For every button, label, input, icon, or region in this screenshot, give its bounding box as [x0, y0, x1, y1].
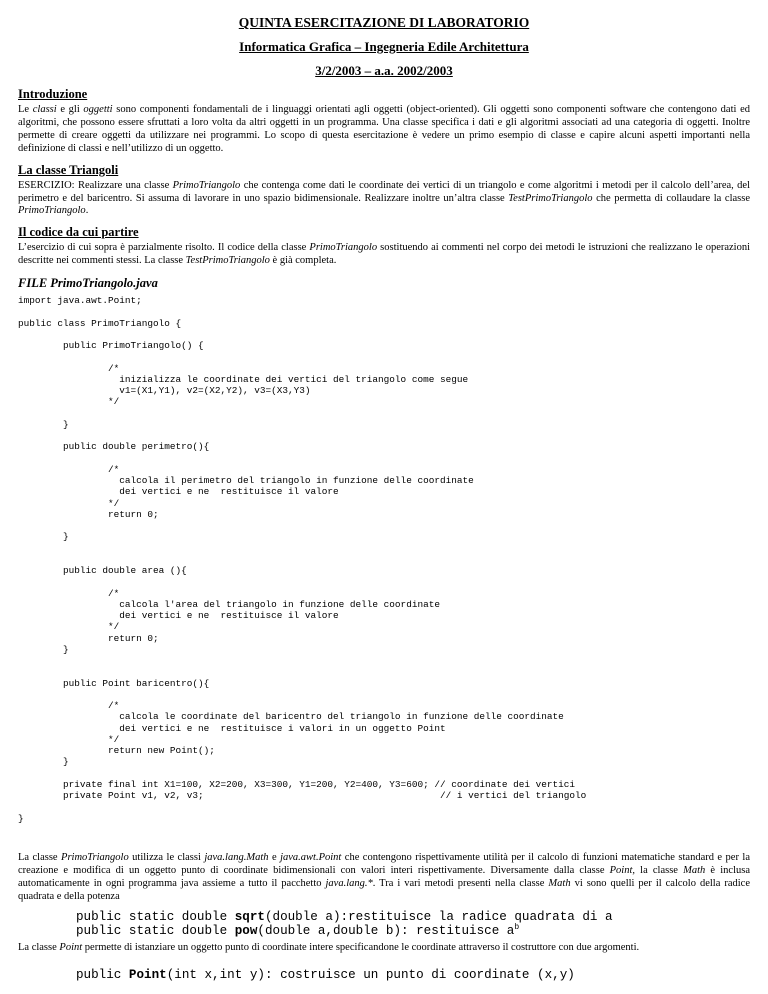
date-line: 3/2/2003 – a.a. 2002/2003 [315, 63, 453, 78]
text-run: e gli [56, 104, 84, 115]
intro-paragraph [18, 104, 750, 156]
text-run: ESERCIZIO: Realizzare una classe [18, 179, 173, 191]
exercise-paragraph [18, 180, 750, 219]
text-run: che contenga come dati le coordinate dei vertici di un triangolo e come algoritmi i metodi per il calcolo dell’area, del perimetro e del baricentro. Si assuma di lavorare in uno spazio bidimensionale. Realizzare inoltre un’altra classe [18, 179, 751, 204]
italic-term: oggetti [83, 104, 113, 115]
section-heading-introduzione: Introduzione [18, 87, 88, 101]
class-name: java.lang.Math [204, 851, 269, 863]
document-page [18, 14, 750, 982]
text-run: è inclusa automaticamente in ogni programma java assieme a tutto il pacchetto [18, 864, 750, 889]
class-name: Math [548, 877, 571, 889]
text-run: la classe [635, 864, 684, 876]
class-name: TestPrimoTriangolo [185, 255, 270, 267]
text-run: che permetta di collaudare la classe [592, 192, 750, 204]
text-run: utilizza le classi [128, 851, 205, 863]
text-run: è già completa. [269, 255, 337, 267]
class-name: Math [683, 864, 706, 876]
method-name: sqrt [234, 909, 265, 924]
text-run: . [85, 205, 89, 217]
course-name: Informatica Grafica – Ingegneria Edile Architettura [239, 39, 529, 54]
math-method-sqrt [76, 910, 750, 924]
italic-term: classi [32, 104, 57, 115]
text-run: sostituendo ai commenti nel corpo dei metodi le istruzioni che realizzano le operazioni descritte nei commenti stessi. La classe [18, 242, 751, 267]
code-run: public static double [76, 923, 235, 938]
text-run: sono componenti fondamentali de i linguaggi orientati agli oggetti (object-oriented). Gli oggetti sono componenti software che contengono dati ed algoritmi, che possono essere sfruttati a loro volta da altri oggetti in un programma. Una classe specifica i dati e gli algoritmi associati ad una categoria di oggetti. Inoltre permette di creare oggetti da utilizzare nei programmi. Lo scopo di questa esercitazione è vedere un primo esempio di classe e capire alcuni aspetti importanti nella definizione di classi e nell’utilizzo di un oggetto. [18, 104, 750, 154]
code-run: (double a,double b): restituisce a [257, 923, 515, 938]
section-heading-codice: Il codice da cui partire [18, 225, 139, 240]
text-run: che contengono rispettivamente utilità per il calcolo di funzioni matematiche standard e per la creazione e modifica di un oggetto punto di coordinate bidimensionali con valori interi rispettivamente. Diversamente dalla classe [18, 851, 750, 876]
method-name: pow [234, 923, 258, 938]
code-run: public static double [76, 909, 235, 924]
class-name: Point, [609, 864, 636, 876]
superscript: b [514, 922, 520, 932]
code-listing: import java.awt.Point; public class PrimoTriangolo { public PrimoTriangolo() { /* inizializza le coordinate dei vertici del triangolo come segue v1=(X1,Y1), v2=(X2,Y2), v3=(X3,Y3) */ } public double perimetro(){ /* calcola il perimetro del triangolo in funzione delle coordinate dei vertici e ne restituisce il valore */ return 0; } public double area (){ /* calcola l'area del triangolo in funzione delle coordinate dei vertici e ne restituisce il valore */ return 0; } public Point baricentro(){ /* calcola le coordinate del baricentro del triangolo in funzione delle coordinate dei vertici e ne restituisce i valori in un oggetto Point */ return new Point(); } private final int X1=100, X2=200, X3=300, Y1=200, Y2=400, Y3=600; // coordinate dei vertici private Point v1, v2, v3; // i vertici del triangolo } [18, 295, 587, 824]
math-method-pow [76, 924, 750, 938]
text-run: La classe [18, 851, 62, 863]
class-name: Point [59, 941, 83, 953]
text-run: e [268, 851, 281, 863]
class-name: java.awt.Point [280, 851, 342, 863]
classes-usage-paragraph [18, 852, 750, 904]
text-run: Le [18, 104, 33, 115]
class-name: java.lang.* [325, 877, 373, 889]
class-name: TestPrimoTriangolo [508, 192, 593, 204]
text-run: permette di istanziare un oggetto punto di coordinate intere specificandone le coordinate attraverso il costruttore con due argomenti. [82, 941, 640, 953]
class-name: PrimoTriangolo [18, 205, 86, 217]
text-run: . Tra i vari metodi presenti nella classe [372, 877, 549, 889]
point-constructor [76, 968, 750, 982]
document-header [18, 14, 750, 80]
code-run: public [76, 968, 129, 983]
file-heading: FILE PrimoTriangolo.java [18, 276, 158, 291]
text-run: L’esercizio di cui sopra è parzialmente risolto. Il codice della classe [18, 242, 310, 254]
class-name: PrimoTriangolo [172, 179, 241, 191]
section-heading-triangoli: La classe Triangoli [18, 162, 119, 177]
class-name: PrimoTriangolo [309, 242, 378, 254]
point-class-paragraph [18, 942, 750, 955]
code-run: (double a):restituisce la radice quadrata di a [264, 909, 613, 924]
starting-code-paragraph [18, 242, 750, 268]
text-run: La classe [18, 941, 60, 953]
method-name: Point [128, 968, 167, 983]
text-run: vi sono quelli per il calcolo della radice quadrata e della potenza [18, 877, 750, 902]
class-name: PrimoTriangolo [61, 851, 129, 863]
code-run: (int x,int y): costruisce un punto di coordinate (x,y) [166, 968, 575, 983]
document-title: QUINTA ESERCITAZIONE DI LABORATORIO [238, 15, 530, 30]
